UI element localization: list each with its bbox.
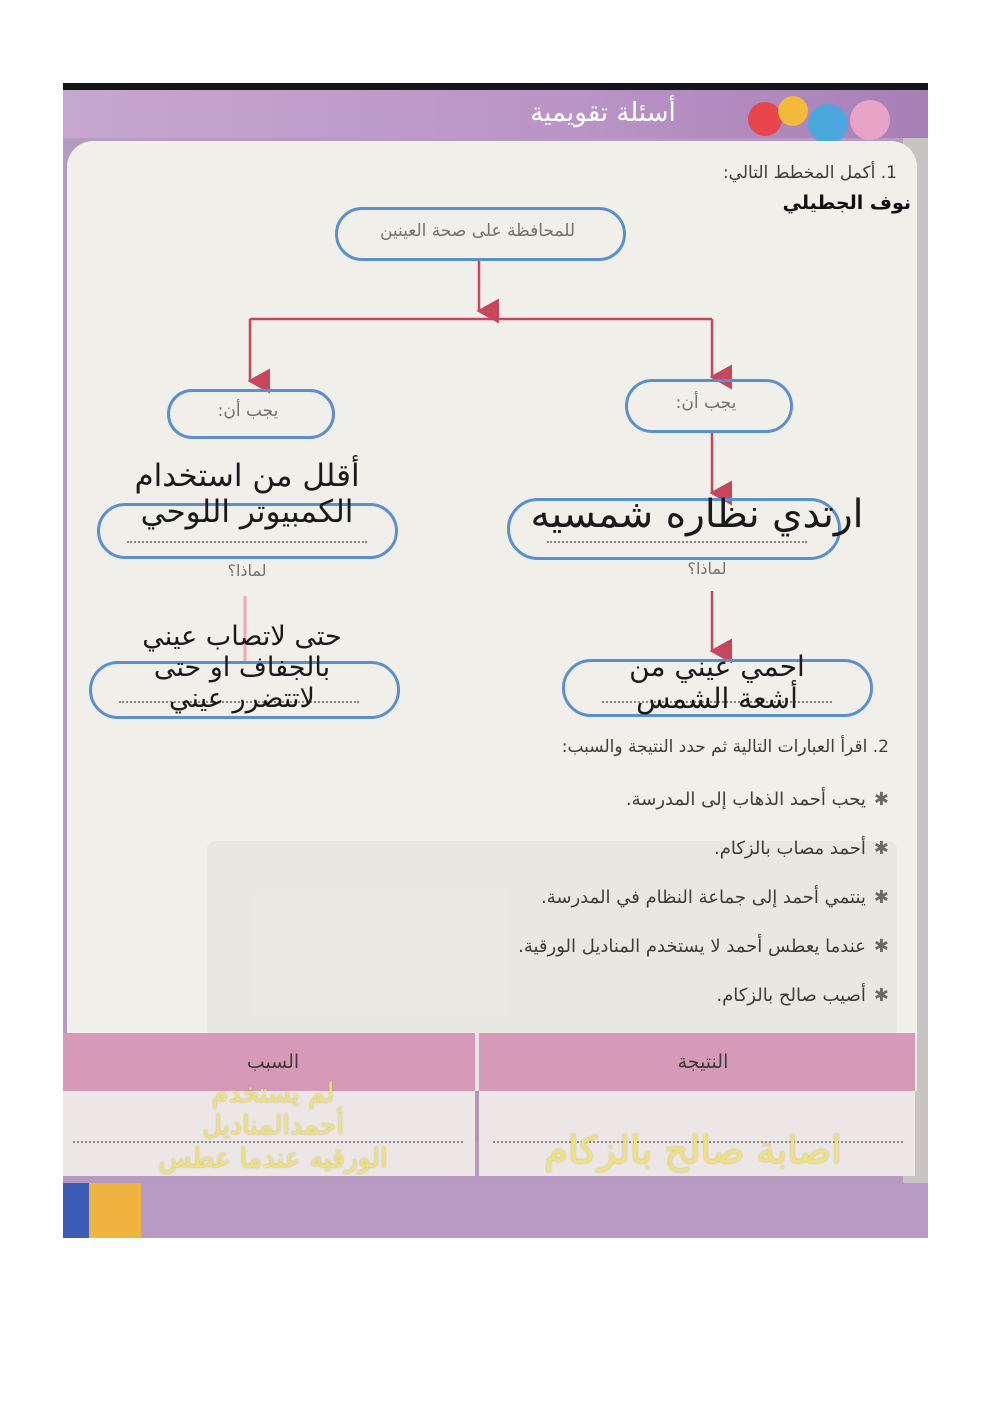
worksheet-page	[67, 141, 917, 1091]
left-answer-handwriting	[97, 459, 397, 530]
left-answer-line: الكمبيوتر اللوحي	[140, 493, 354, 530]
page-footer-decoration	[63, 1183, 928, 1238]
question-1-prompt: 1. أكمل المخطط التالي:	[722, 163, 897, 183]
left-reason-line: حتى لاتصاب عيني	[142, 621, 342, 652]
photo-top-edge	[63, 83, 928, 90]
statement-2: ✱أحمد مصاب بالزكام.	[713, 838, 889, 859]
flowchart-root-label: للمحافظة على صحة العينين	[379, 221, 576, 241]
cause-answer-handwriting	[123, 1078, 423, 1175]
cause-answer-line: أحمدالمناديل	[202, 1110, 344, 1142]
statement-1: ✱يحب أحمد الذهاب إلى المدرسة.	[625, 789, 889, 810]
section-title: أسئلة تقويمية	[530, 98, 676, 128]
cause-answer-line: لم يستخدم	[211, 1078, 335, 1109]
right-reason-line: أشعة الشمس	[636, 682, 798, 716]
left-reason-line: لاتتضرر عيني	[169, 683, 315, 715]
student-name: نوف الجطيلي	[782, 192, 911, 214]
left-reason-line: بالجفاف او حتى	[153, 652, 331, 684]
header-decoration-icon	[738, 94, 918, 144]
statement-3: ✱ينتمي أحمد إلى جماعة النظام في المدرسة.	[541, 887, 889, 908]
right-why-label: لماذا؟	[687, 559, 727, 578]
result-answer-handwriting: اصابة صالح بالزكام	[544, 1128, 842, 1172]
result-header: النتيجة	[677, 1051, 729, 1073]
left-must-label: يجب أن:	[217, 401, 279, 421]
statement-5: ✱أصيب صالح بالزكام.	[716, 985, 889, 1006]
left-reason-handwriting	[87, 621, 397, 714]
right-reason-line: احمي عيني من	[629, 650, 805, 683]
section-header	[63, 90, 928, 138]
question-2-prompt: 2. اقرأ العبارات التالية ثم حدد النتيجة والسبب:	[561, 737, 889, 757]
left-answer-line: أقلل من استخدام	[134, 458, 360, 494]
right-reason-handwriting	[567, 651, 867, 715]
cause-answer-line: الورقيه عندما عطس	[158, 1142, 388, 1174]
cause-header: السبب	[246, 1051, 300, 1073]
statement-4: ✱عندما يعطس أحمد لا يستخدم المناديل الورقية.	[518, 936, 889, 957]
worksheet-photo	[63, 83, 928, 1238]
left-why-label: لماذا؟	[227, 561, 267, 580]
right-must-label: يجب أن:	[675, 393, 737, 413]
right-answer-handwriting: ارتدي نظاره شمسيه	[530, 492, 864, 537]
